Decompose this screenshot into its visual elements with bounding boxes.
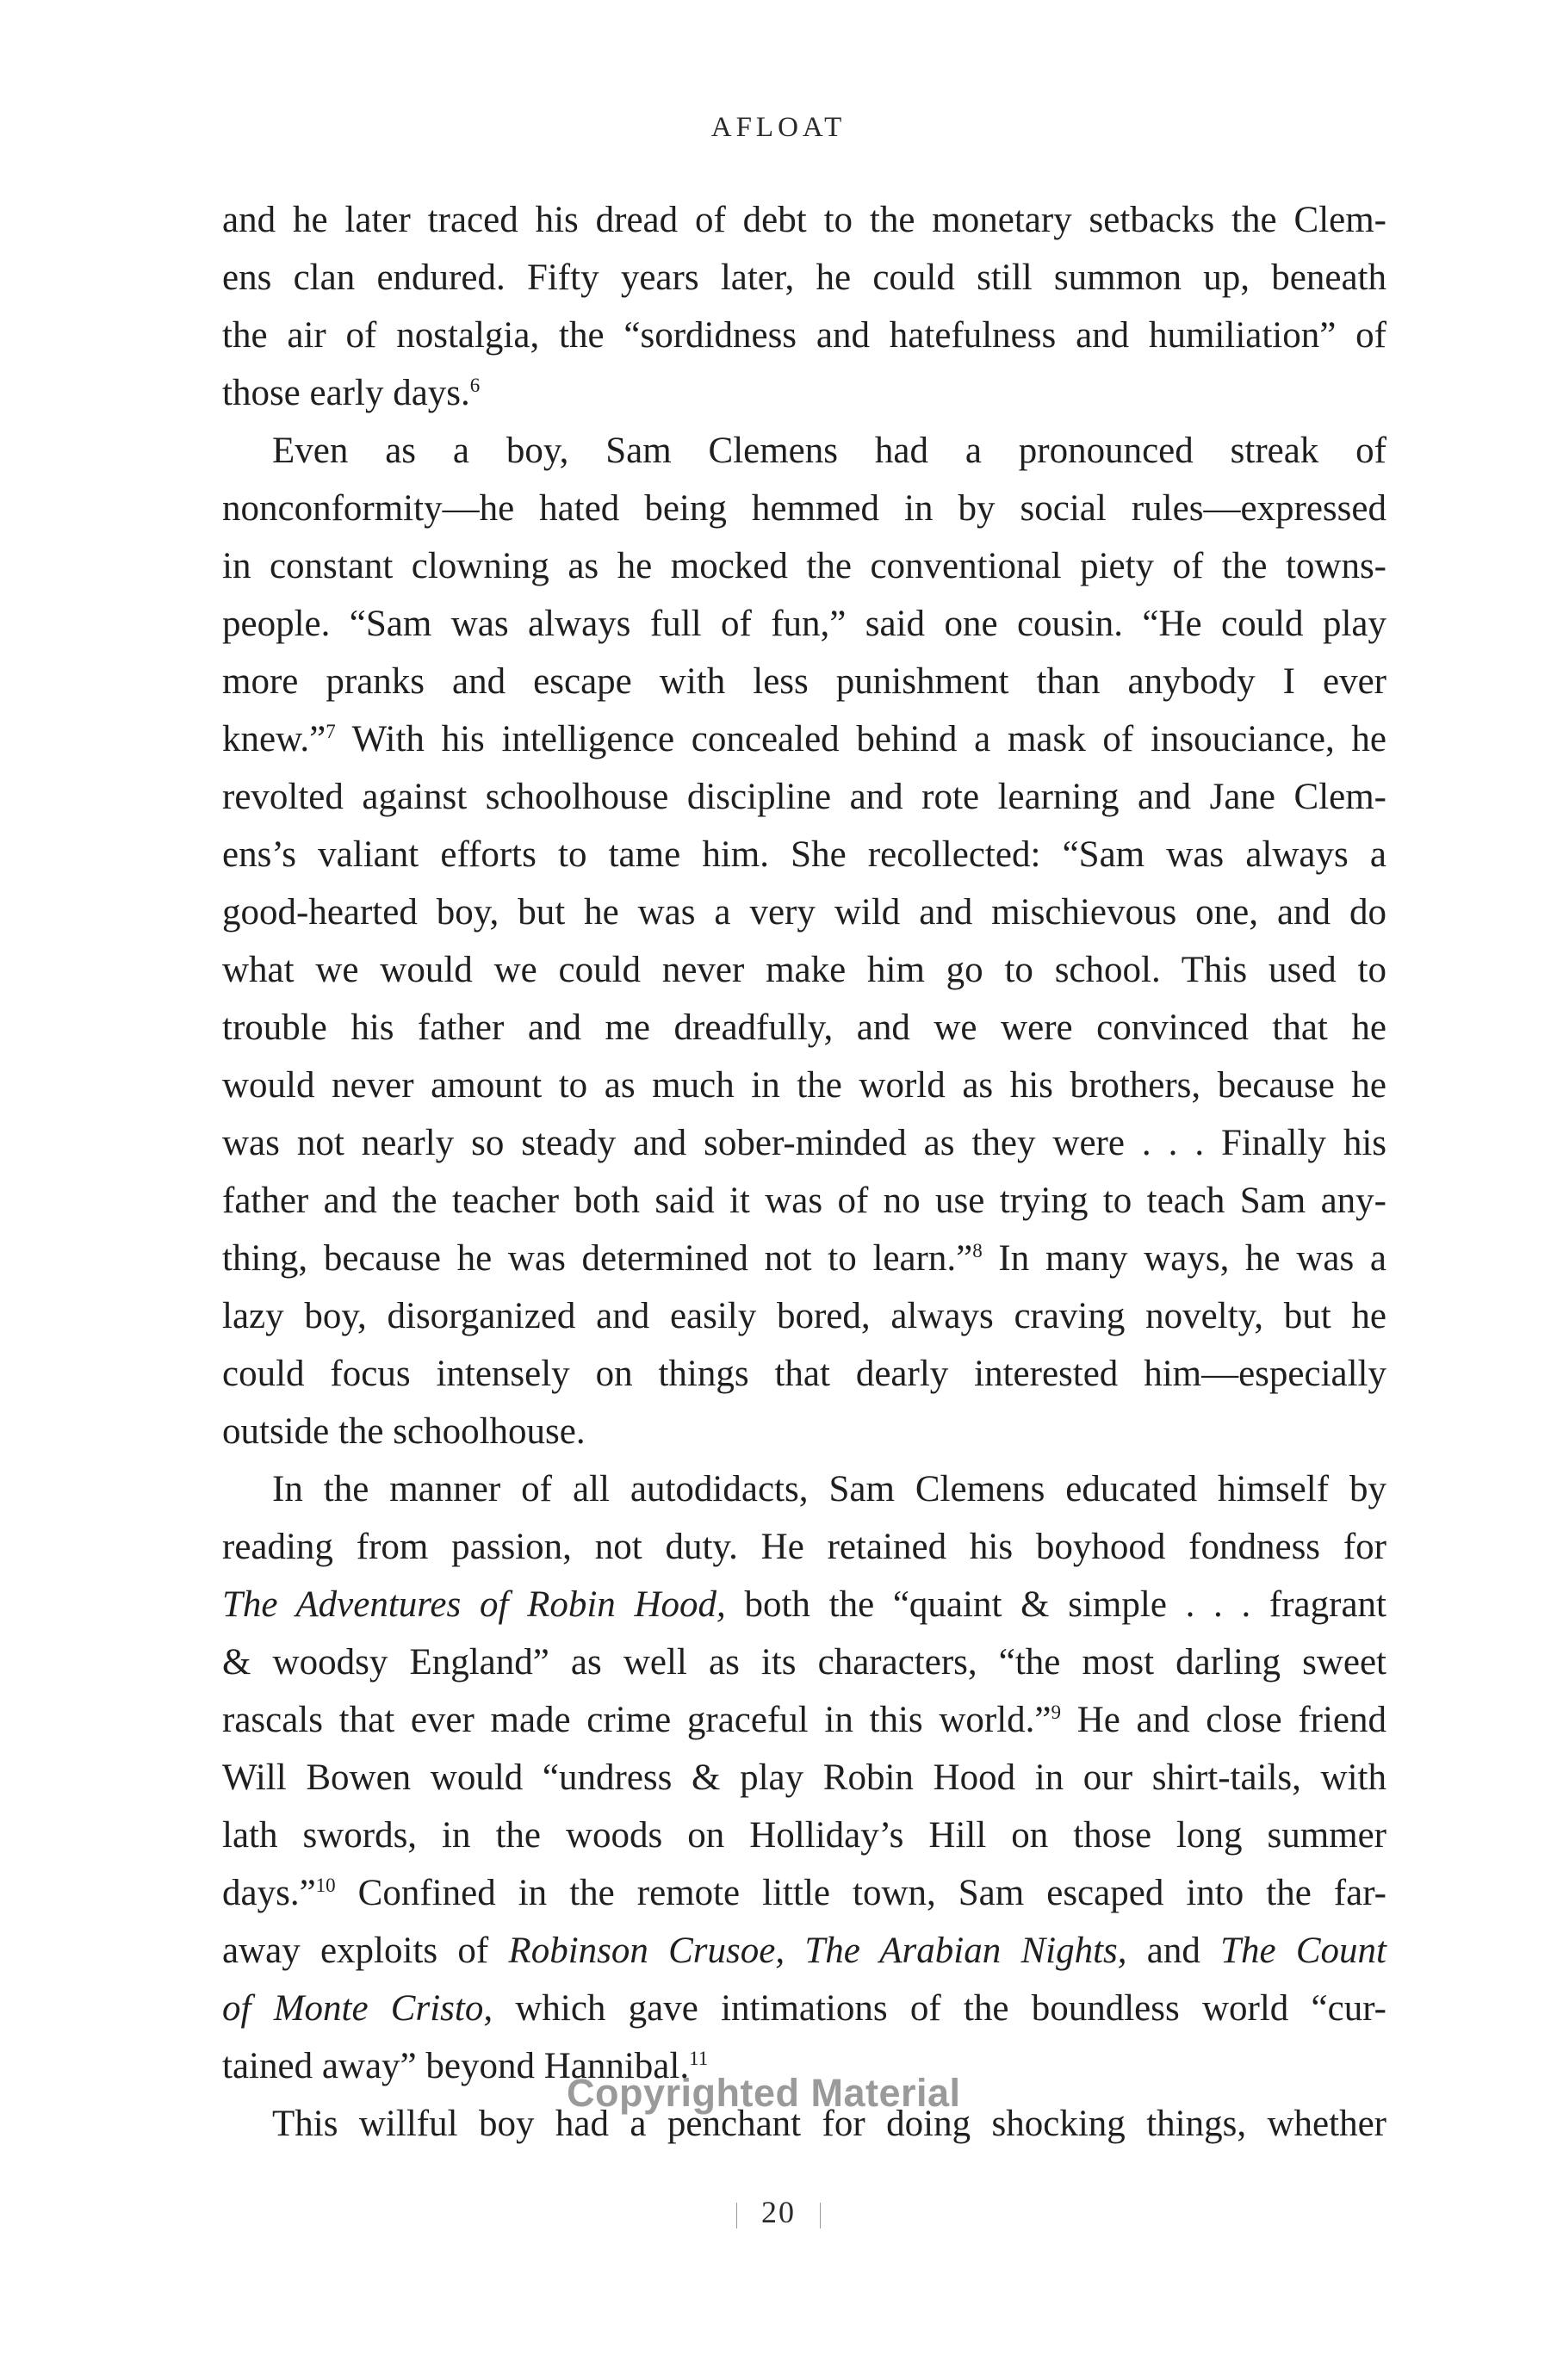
text-line	[222, 364, 1386, 422]
divider	[820, 2203, 821, 2228]
text-run: With his intelligence concealed behind a mask of insouciance, he	[335, 719, 1386, 759]
text-line	[222, 1691, 1386, 1749]
text-run: days.”	[222, 1873, 316, 1913]
text-line: people. “Sam was always full of fun,” said one cousin. “He could play	[222, 604, 1386, 644]
book-title: Robinson Crusoe, The Arabian Nights,	[508, 1931, 1127, 1971]
text-line: In the manner of all autodidacts, Sam Clemens educated himself by	[272, 1469, 1386, 1509]
text-line	[222, 1230, 1386, 1287]
footnote-ref: 11	[689, 2048, 709, 2069]
footnote-ref: 6	[469, 375, 481, 396]
text-line	[222, 710, 1386, 768]
text-line	[222, 1980, 1386, 2037]
text-line: more pranks and escape with less punishment than anybody I ever	[222, 661, 1386, 702]
body-text	[222, 191, 1386, 2153]
running-head: AFLOAT	[710, 112, 847, 143]
text-run: and	[1126, 1931, 1221, 1971]
text-line: revolted against schoolhouse discipline and rote learning and Jane Clem-	[222, 777, 1386, 817]
text-run: tained away” beyond Hannibal.	[222, 2046, 690, 2086]
text-line: This willful boy had a penchant for doing shocking things, whether	[272, 2104, 1386, 2144]
text-line: the air of nostalgia, the “sordidness and hatefulness and humiliation” of	[222, 315, 1386, 356]
footnote-ref: 7	[326, 721, 336, 742]
text-line	[222, 1576, 1386, 1633]
text-line: good-hearted boy, but he was a very wild and mischievous one, and do	[222, 892, 1386, 933]
text-line: could focus intensely on things that dearly interested him—especially	[222, 1354, 1386, 1394]
text-line: Even as a boy, Sam Clemens had a pronounced streak of	[272, 431, 1386, 471]
text-line: father and the teacher both said it was of no use trying to teach Sam any-	[222, 1181, 1386, 1221]
text-line: lazy boy, disorganized and easily bored, always craving novelty, but he	[222, 1296, 1386, 1336]
text-line: would never amount to as much in the world as his brothers, because he	[222, 1065, 1386, 1106]
text-run: both the “quaint & simple . . . fragrant	[725, 1584, 1386, 1625]
text-run: which gave intimations of the boundless world “cur-	[493, 1988, 1386, 2029]
text-line: trouble his father and me dreadfully, and we were convinced that he	[222, 1007, 1386, 1048]
text-line: lath swords, in the woods on Holliday’s Hill on those long summer	[222, 1815, 1386, 1856]
text-run: He and close friend	[1061, 1700, 1386, 1740]
text-run: away exploits of	[222, 1931, 509, 1971]
page-number: 20	[761, 2195, 796, 2229]
book-title: The Count	[1220, 1931, 1386, 1971]
book-title: The Adventures of Robin Hood,	[222, 1584, 726, 1625]
text-line: reading from passion, not duty. He retained his boyhood fondness for	[222, 1527, 1386, 1567]
text-line: what we would we could never make him go to school. This used to	[222, 950, 1386, 990]
text-run: knew.”	[222, 719, 326, 759]
text-run: thing, because he was determined not to learn.”	[222, 1238, 973, 1279]
paragraph-3	[222, 1460, 1386, 2095]
text-line: was not nearly so steady and sober-minded as they were . . . Finally his	[222, 1123, 1386, 1163]
page-footer	[0, 2194, 1557, 2230]
text-line: ens clan endured. Fifty years later, he could still summon up, beneath	[222, 257, 1386, 298]
text-run: rascals that ever made crime graceful in this world.”	[222, 1700, 1051, 1740]
book-title: of Monte Cristo,	[222, 1988, 493, 2029]
text-line: ens’s valiant efforts to tame him. She recollected: “Sam was always a	[222, 834, 1386, 875]
text-line: Will Bowen would “undress & play Robin Hood in our shirt-tails, with	[222, 1757, 1386, 1798]
text-line	[222, 1864, 1386, 1922]
copyright-watermark: Copyrighted Material	[567, 2071, 961, 2115]
text-line: and he later traced his dread of debt to the monetary setbacks the Clem-	[222, 200, 1386, 240]
text-line	[222, 1922, 1386, 1980]
paragraph-1	[222, 191, 1386, 422]
text-run: In many ways, he was a	[982, 1238, 1386, 1279]
text-run: those early days.	[222, 373, 470, 413]
paragraph-2	[222, 422, 1386, 1460]
text-line: in constant clowning as he mocked the conventional piety of the towns-	[222, 546, 1386, 586]
text-line: outside the schoolhouse.	[222, 1411, 586, 1452]
footnote-ref: 8	[972, 1240, 983, 1261]
text-run: Confined in the remote little town, Sam escaped into the far-	[335, 1873, 1386, 1913]
footnote-ref: 10	[315, 1875, 336, 1896]
text-line: & woodsy England” as well as its characters, “the most darling sweet	[222, 1642, 1386, 1683]
divider	[736, 2203, 737, 2228]
footnote-ref: 9	[1051, 1701, 1062, 1723]
text-line: nonconformity—he hated being hemmed in by social rules—expressed	[222, 488, 1386, 529]
